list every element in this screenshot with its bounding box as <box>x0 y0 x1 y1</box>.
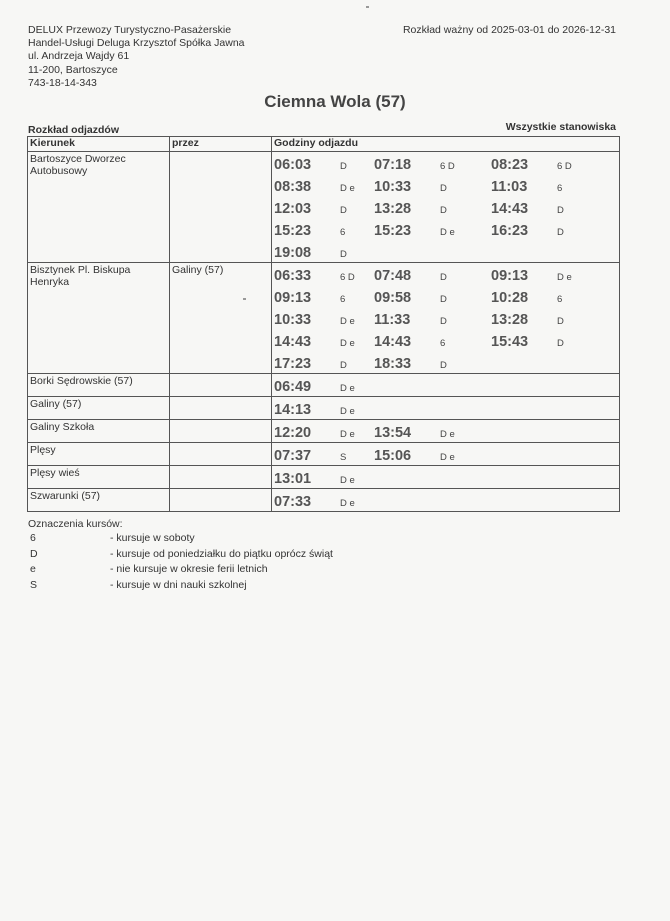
departure-time: 07:33 <box>274 494 312 510</box>
departure-entry <box>374 263 491 285</box>
departure-mark: D <box>440 316 447 327</box>
departure-entry <box>274 374 374 396</box>
departure-time: 15:23 <box>374 223 412 239</box>
departure-mark: 6 D <box>440 161 455 172</box>
departure-mark: D e <box>440 452 455 463</box>
departure-mark: D e <box>340 498 355 509</box>
table-row <box>28 420 620 443</box>
departure-mark: D <box>340 161 347 172</box>
departure-entry <box>491 307 601 329</box>
legend-title: Oznaczenia kursów: <box>28 518 123 530</box>
via-cell: Galiny (57) <box>170 263 272 374</box>
timetable <box>27 136 620 512</box>
departure-time: 12:20 <box>274 425 312 441</box>
destination-cell: Borki Sędrowskie (57) <box>28 374 170 397</box>
destination-cell: Plęsy wieś <box>28 466 170 489</box>
via-cell <box>170 374 272 397</box>
departures-cell <box>272 152 620 263</box>
departure-time: 07:18 <box>374 157 412 173</box>
departure-mark: D e <box>340 383 355 394</box>
table-row <box>28 374 620 397</box>
departure-time: 10:33 <box>374 179 412 195</box>
departures-cell <box>272 466 620 489</box>
departure-mark: D <box>440 294 447 305</box>
departure-mark: 6 <box>557 183 563 194</box>
company-line: 743-18-14-343 <box>28 76 97 89</box>
departure-time: 14:43 <box>374 334 412 350</box>
departure-time: 12:03 <box>274 201 312 217</box>
departure-entry <box>491 263 601 285</box>
departure-mark: D e <box>340 406 355 417</box>
departure-entry <box>374 420 491 442</box>
departure-entry <box>374 174 491 196</box>
via-cell <box>170 489 272 512</box>
departure-entry <box>374 351 491 373</box>
departure-time: 09:13 <box>274 290 312 306</box>
departure-time: 06:03 <box>274 157 312 173</box>
departure-entry <box>374 285 491 307</box>
departure-grid <box>272 397 619 419</box>
legend-item <box>28 531 333 547</box>
departure-time: 06:49 <box>274 379 312 395</box>
legend-text: - kursuje od poniedziałku do piątku oprócz świąt <box>110 547 333 560</box>
scan-speck <box>243 298 246 300</box>
departure-mark: 6 D <box>340 272 355 283</box>
departures-cell <box>272 397 620 420</box>
departure-mark: D e <box>440 429 455 440</box>
departure-entry <box>374 443 491 465</box>
table-row <box>28 397 620 420</box>
departure-entry <box>274 196 374 218</box>
departure-time: 11:03 <box>491 179 528 195</box>
departure-mark: 6 <box>557 294 563 305</box>
validity-period: Rozkład ważny od 2025-03-01 do 2026-12-31 <box>402 24 616 36</box>
departure-entry <box>274 351 374 373</box>
table-header-row <box>28 137 620 152</box>
destination-cell: Szwarunki (57) <box>28 489 170 512</box>
departure-grid <box>272 263 619 373</box>
departure-mark: D e <box>340 316 355 327</box>
departure-time: 16:23 <box>491 223 529 239</box>
header-direction: Kierunek <box>28 137 170 152</box>
departure-mark: D e <box>557 272 572 283</box>
departure-entry <box>274 263 374 285</box>
departure-grid <box>272 466 619 488</box>
departure-time: 10:33 <box>274 312 312 328</box>
departure-mark: S <box>340 452 347 463</box>
stop-title: Ciemna Wola (57) <box>264 92 406 111</box>
legend-item <box>28 578 333 594</box>
departure-time: 11:33 <box>374 312 411 328</box>
company-info <box>28 24 245 90</box>
legend-symbol: e <box>30 563 36 575</box>
departure-time: 08:38 <box>274 179 312 195</box>
departures-cell <box>272 489 620 512</box>
departures-cell <box>272 443 620 466</box>
departure-time: 08:23 <box>491 157 529 173</box>
departure-time: 15:06 <box>374 448 412 464</box>
destination-cell: Bartoszyce Dworzec Autobusowy <box>28 152 170 263</box>
company-line: DELUX Przewozy Turystyczno-Pasażerskie <box>28 24 232 36</box>
departure-mark: 6 <box>340 227 346 238</box>
departure-mark: D <box>340 205 347 216</box>
departure-grid <box>272 489 619 511</box>
via-cell <box>170 443 272 466</box>
departure-entry <box>274 240 374 262</box>
departure-time: 07:48 <box>374 268 412 284</box>
departure-time: 13:28 <box>491 312 529 328</box>
departure-time: 09:13 <box>491 268 529 284</box>
legend-item <box>28 547 333 563</box>
destination-cell: Galiny Szkoła <box>28 420 170 443</box>
departure-entry <box>274 443 374 465</box>
departure-entry <box>374 152 491 174</box>
departure-entry <box>491 329 601 351</box>
destination-cell: Plęsy <box>28 443 170 466</box>
departure-time: 13:01 <box>274 471 312 487</box>
departure-mark: D <box>440 205 447 216</box>
header-departures: Godziny odjazdu <box>272 137 620 152</box>
departure-entry <box>374 218 491 240</box>
via-cell <box>170 152 272 263</box>
via-cell <box>170 466 272 489</box>
departure-entry <box>274 420 374 442</box>
departures-cell <box>272 420 620 443</box>
departure-time: 13:28 <box>374 201 412 217</box>
legend-text: - kursuje w dni nauki szkolnej <box>110 578 247 591</box>
departure-mark: D e <box>340 429 355 440</box>
departure-entry <box>274 285 374 307</box>
departure-entry <box>491 218 601 240</box>
company-line: 11-200, Bartoszyce <box>28 63 118 76</box>
company-line: Handel-Usługi Deluga Krzysztof Spółka Jawna <box>28 37 245 50</box>
departure-mark: D <box>557 227 564 238</box>
departure-entry <box>274 218 374 240</box>
departures-cell <box>272 263 620 374</box>
destination-cell: Bisztynek Pl. Biskupa Henryka <box>28 263 170 374</box>
departure-grid <box>272 420 619 442</box>
destination-cell: Galiny (57) <box>28 397 170 420</box>
legend <box>28 517 333 593</box>
departure-entry <box>491 152 601 174</box>
departure-mark: 6 D <box>557 161 572 172</box>
departure-mark: D <box>340 249 347 260</box>
departure-mark: 6 <box>440 338 446 349</box>
via-cell <box>170 420 272 443</box>
header-via: przez <box>170 137 272 152</box>
departure-time: 07:37 <box>274 448 312 464</box>
table-row <box>28 152 620 263</box>
departure-grid <box>272 443 619 465</box>
departure-entry <box>491 196 601 218</box>
legend-symbol: S <box>30 578 38 591</box>
departure-mark: D <box>557 316 564 327</box>
table-row <box>28 443 620 466</box>
scan-speck <box>366 6 369 8</box>
departure-grid <box>272 152 619 262</box>
section-title: Rozkład odjazdów <box>28 124 120 136</box>
departure-entry <box>274 466 374 488</box>
departure-entry <box>491 174 601 196</box>
legend-text: - kursuje w soboty <box>110 532 195 544</box>
departure-entry <box>274 152 374 174</box>
departure-mark: D e <box>440 227 455 238</box>
departure-mark: D <box>340 360 347 371</box>
legend-text: - nie kursuje w okresie ferii letnich <box>110 563 268 575</box>
departure-time: 06:33 <box>274 268 312 284</box>
departure-time: 15:43 <box>491 334 529 350</box>
departure-entry <box>374 307 491 329</box>
company-line: ul. Andrzeja Wajdy 61 <box>28 50 130 63</box>
departure-mark: D e <box>340 183 355 194</box>
departure-mark: D e <box>340 475 355 486</box>
departure-time: 10:28 <box>491 290 529 306</box>
departure-time: 18:33 <box>374 356 412 372</box>
departure-time: 19:08 <box>274 245 312 261</box>
legend-item <box>28 562 333 578</box>
table-row <box>28 489 620 512</box>
legend-symbol: D <box>30 547 38 560</box>
departure-entry <box>274 174 374 196</box>
platform-scope: Wszystkie stanowiska <box>505 121 616 133</box>
via-cell <box>170 397 272 420</box>
departure-entry <box>274 329 374 351</box>
departure-time: 17:23 <box>274 356 312 372</box>
departure-entry <box>491 285 601 307</box>
departure-mark: D <box>557 338 564 349</box>
departure-time: 14:13 <box>274 402 312 418</box>
departure-time: 14:43 <box>491 201 529 217</box>
table-row <box>28 466 620 489</box>
departure-mark: D e <box>340 338 355 349</box>
departure-mark: 6 <box>340 294 346 305</box>
departure-time: 09:58 <box>374 290 412 306</box>
departure-mark: D <box>440 360 447 371</box>
table-row <box>28 263 620 374</box>
departure-mark: D <box>440 272 447 283</box>
departure-time: 14:43 <box>274 334 312 350</box>
departure-time: 15:23 <box>274 223 312 239</box>
departure-mark: D <box>557 205 564 216</box>
legend-symbol: 6 <box>30 532 36 544</box>
departure-entry <box>274 307 374 329</box>
departures-cell <box>272 374 620 397</box>
departure-entry <box>374 329 491 351</box>
departure-entry <box>274 397 374 419</box>
departure-entry <box>274 489 374 511</box>
departure-mark: D <box>440 183 447 194</box>
departure-entry <box>374 196 491 218</box>
departure-time: 13:54 <box>374 425 412 441</box>
departure-grid <box>272 374 619 396</box>
